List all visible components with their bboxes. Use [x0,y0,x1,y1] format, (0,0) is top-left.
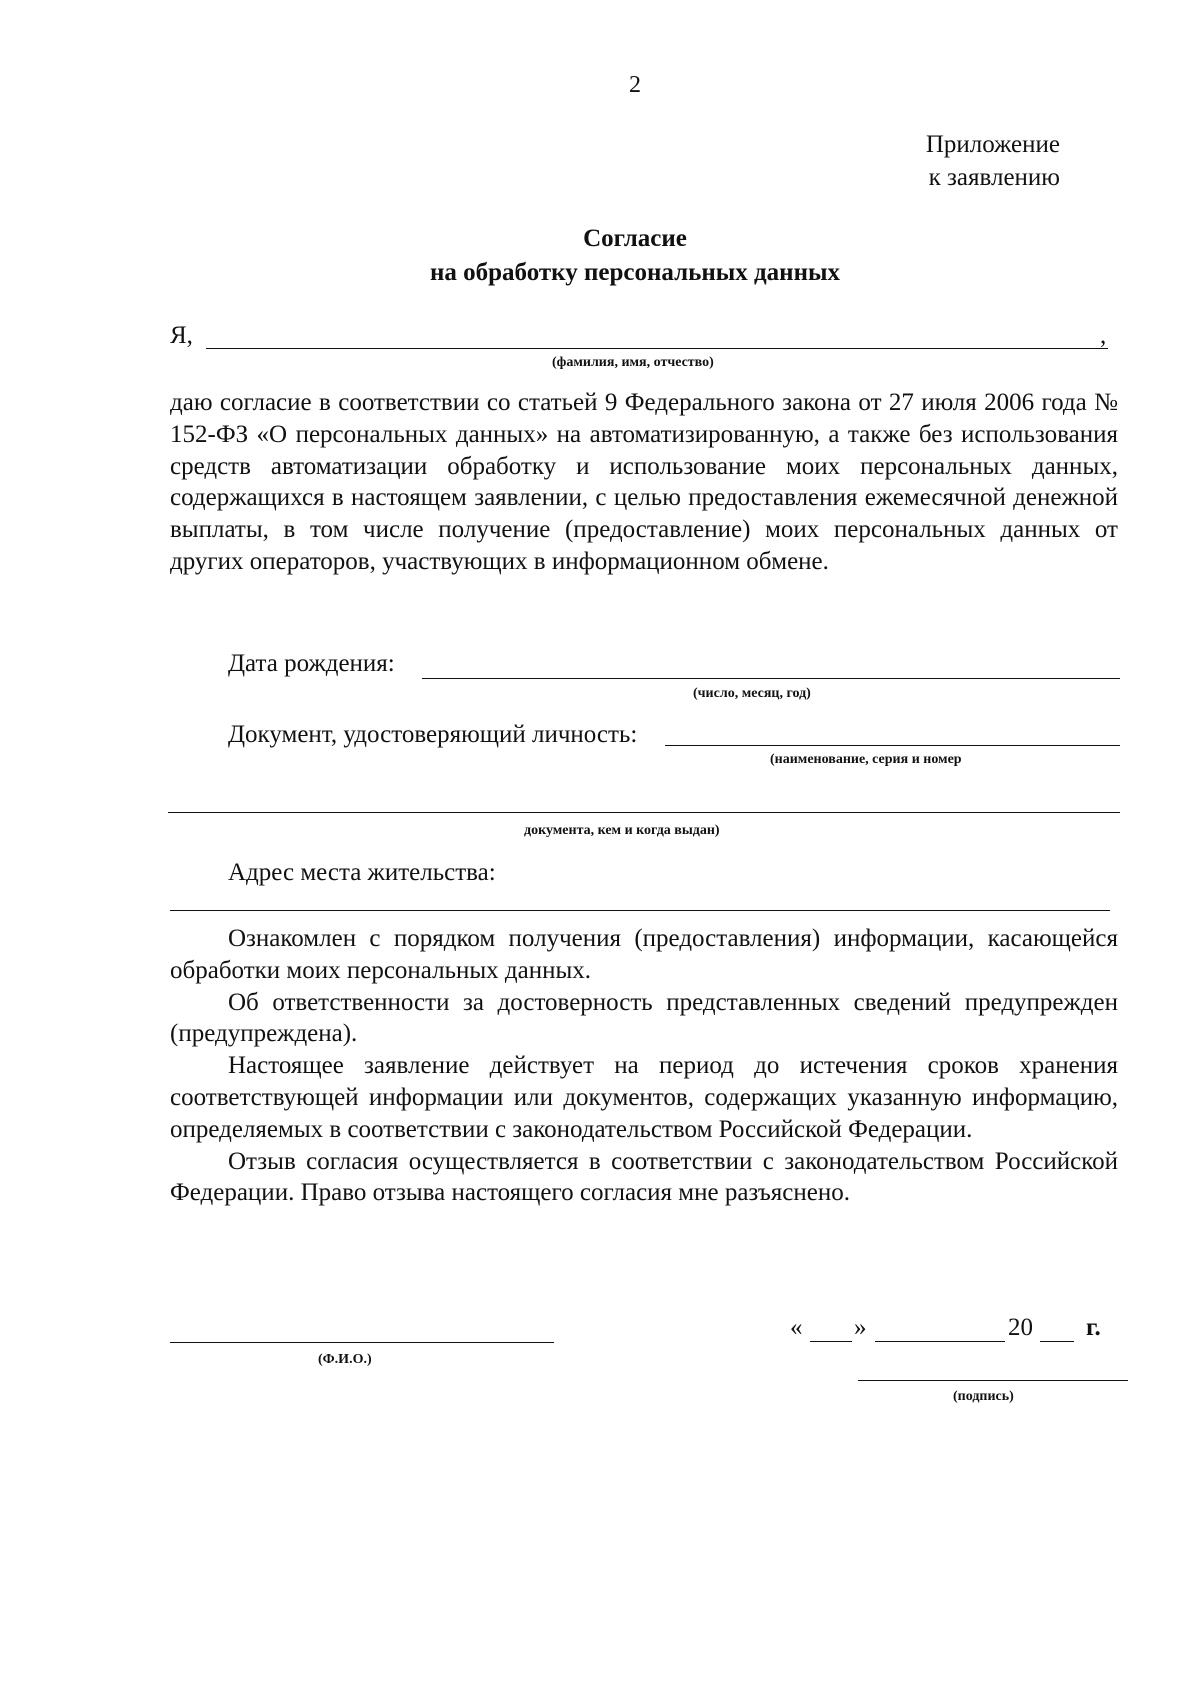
applicant-name-field[interactable] [206,348,1108,349]
identity-document-field-2[interactable] [168,812,1120,813]
signature-field[interactable] [858,1380,1128,1381]
identity-document-hint-2: документа, кем и когда выдан) [524,823,720,838]
applicant-suffix: , [1100,322,1107,349]
appendix-line-2: к заявлению [928,164,1060,191]
year-suffix: г. [1086,1314,1101,1341]
applicant-prefix: Я, [170,322,193,349]
page-number: 2 [629,72,641,98]
fio-field[interactable] [170,1342,554,1343]
identity-document-label: Документ, удостоверяющий личность: [228,721,638,748]
year-prefix: 20 [1008,1314,1033,1341]
document-title [0,222,1200,290]
appendix-note [926,128,1060,194]
identity-document-field[interactable] [665,745,1120,746]
consent-paragraph: даю согласие в соответствии со статьей 9 Федерального закона от 27 июля 2006 года № 152-ФЗ «О персональных данных» на автоматизированную, а также без использования средств автоматизации обработку и использование моих персональных данных, содержащихся в настоящем заявлении, с целью предоставления ежемесячной денежной выплаты, в том числе получение (предоставление) моих персональных данных от других операторов, участвующих в информационном обмене. [170,389,1118,575]
statement-validity: Настоящее заявление действует на период до истечения сроков хранения соответствующей информации или документов, содержащих указанную информацию, определяемых в соответствии с законодательством Российской Федерации. [170,1052,1118,1143]
date-quote-open: « [790,1314,803,1341]
statement-responsibility: Об ответственности за достоверность представленных сведений предупрежден (предупреждена). [170,988,1118,1048]
date-day-field[interactable] [810,1341,852,1342]
birth-date-label: Дата рождения: [228,650,395,677]
statement-revocation: Отзыв согласия осуществляется в соответствии с законодательством Российской Федерации. Право отзыва настоящего согласия мне разъяснено. [170,1147,1118,1207]
title-line-1: Согласие [583,225,687,252]
address-field[interactable] [170,910,1110,911]
birth-date-field[interactable] [422,678,1120,679]
signature-hint: (подпись) [953,1389,1014,1404]
statements [170,923,1118,1209]
appendix-line-1: Приложение [925,131,1060,158]
title-line-2: на обработку персональных данных [430,259,840,286]
address-label: Адрес места жительства: [228,859,496,886]
identity-document-hint-1: (наименование, серия и номер [770,752,962,767]
fio-hint: (Ф.И.О.) [318,1352,372,1367]
statement-acknowledged: Ознакомлен с порядком получения (предоставления) информации, касающейся обработки моих персональных данных. [170,925,1118,984]
birth-date-hint: (число, месяц, год) [693,686,811,701]
applicant-hint: (фамилия, имя, отчество) [552,355,714,370]
date-month-field[interactable] [875,1341,1005,1342]
date-quote-close: » [854,1314,867,1341]
date-year-field[interactable] [1040,1341,1074,1342]
